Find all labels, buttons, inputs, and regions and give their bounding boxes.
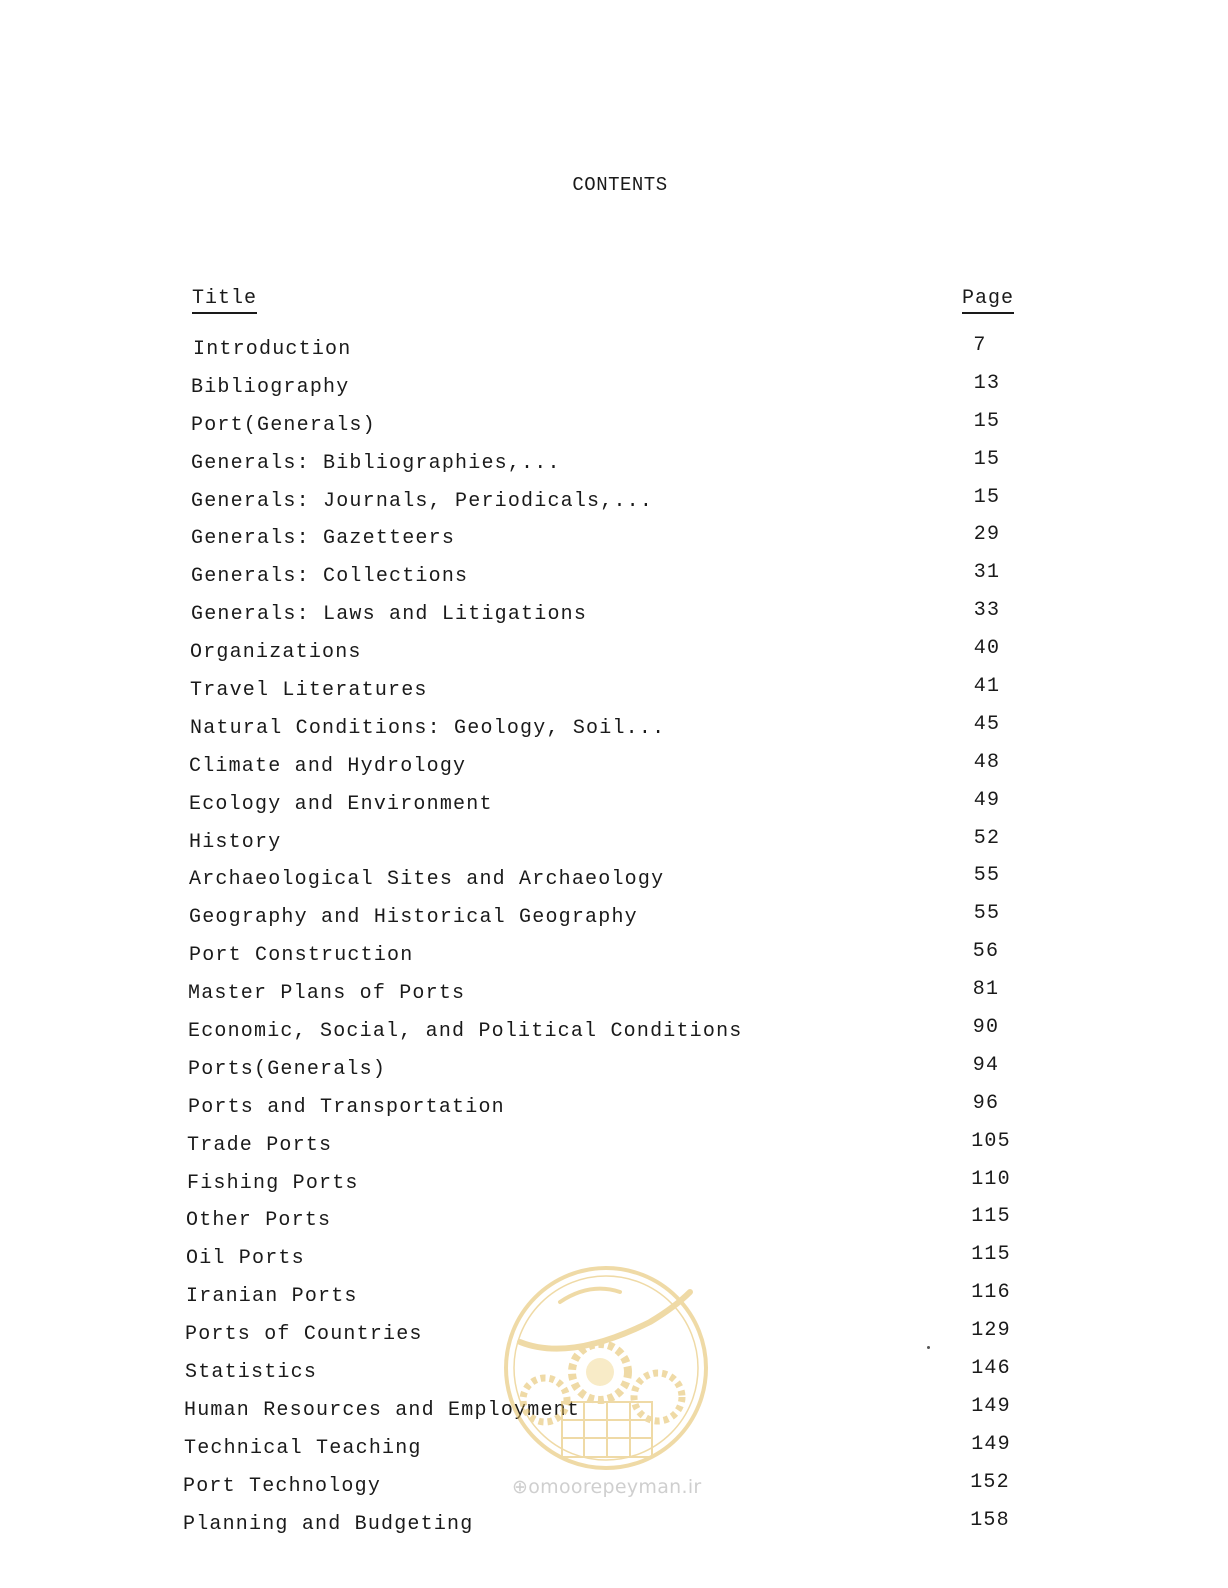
toc-entry-title: History	[189, 830, 282, 854]
toc-entry	[0, 411, 1228, 449]
toc-entry	[0, 941, 1228, 979]
toc-entry-title: Iranian Ports	[186, 1285, 358, 1309]
toc-entry-page-number: 15	[973, 447, 1001, 471]
toc-entry-title: Technical Teaching	[184, 1436, 422, 1460]
toc-entry	[0, 335, 1228, 373]
toc-entry	[0, 487, 1228, 525]
toc-entry-title: Natural Conditions: Geology, Soil...	[190, 716, 666, 740]
toc-entry-title: Economic, Social, and Political Conditions	[188, 1020, 743, 1044]
page-heading: CONTENTS	[572, 174, 668, 196]
toc-entry-title: Human Resources and Employment	[184, 1398, 581, 1422]
toc-entry-page-number: 81	[972, 978, 1000, 1002]
toc-entry-page-number: 146	[971, 1357, 1011, 1381]
toc-entry	[0, 638, 1228, 676]
toc-entry-title: Generals: Gazetteers	[191, 527, 456, 551]
toc-entry	[0, 1206, 1228, 1244]
toc-entry-title: Ports of Countries	[185, 1323, 423, 1347]
scan-speck	[927, 1346, 930, 1349]
toc-entry-title: Bibliography	[191, 375, 350, 399]
toc-entry-page-number: 15	[973, 409, 1001, 433]
toc-entry-page-number: 115	[971, 1243, 1011, 1267]
toc-entry-page-number: 52	[973, 826, 1001, 850]
watermark-seal-icon	[500, 1262, 712, 1474]
toc-entry-page-number: 94	[972, 1053, 1000, 1077]
toc-entry	[0, 1093, 1228, 1131]
toc-entry-page-number: 49	[973, 788, 1001, 812]
toc-entry-page-number: 152	[970, 1470, 1010, 1494]
toc-entry-title: Trade Ports	[187, 1133, 333, 1157]
toc-entry	[0, 714, 1228, 752]
toc-entry-page-number: 41	[973, 675, 1001, 699]
toc-entry	[0, 373, 1228, 411]
toc-entry-title: Archaeological Sites and Archaeology	[189, 868, 665, 892]
toc-entry	[0, 865, 1228, 903]
toc-entry-page-number: 110	[971, 1167, 1011, 1191]
watermark-text: ⊕omoorepeyman.ir	[512, 1476, 702, 1498]
toc-entry-title: Generals: Collections	[191, 565, 469, 589]
toc-entry	[0, 828, 1228, 866]
toc-entry-page-number: 105	[971, 1129, 1011, 1153]
toc-entry-page-number: 116	[971, 1281, 1011, 1305]
toc-entry	[0, 979, 1228, 1017]
toc-entry-title: Climate and Hydrology	[189, 754, 467, 778]
toc-entry	[0, 1055, 1228, 1093]
toc-entry-page-number: 158	[970, 1508, 1010, 1532]
toc-entry	[0, 562, 1228, 600]
toc-entry	[0, 524, 1228, 562]
toc-entry-page-number: 33	[973, 599, 1001, 623]
toc-entry-title: Statistics	[185, 1361, 318, 1385]
toc-entry-title: Generals: Journals, Periodicals,...	[191, 489, 654, 513]
toc-entry-page-number: 7	[973, 334, 987, 357]
globe-icon: ⊕	[512, 1476, 529, 1498]
toc-entry-page-number: 29	[973, 523, 1001, 547]
toc-entry-title: Master Plans of Ports	[188, 982, 466, 1006]
toc-entry-page-number: 55	[973, 864, 1001, 888]
toc-entry-title: Port Technology	[183, 1474, 382, 1498]
toc-entry-title: Ecology and Environment	[189, 792, 493, 816]
toc-entry-page-number: 31	[973, 561, 1001, 585]
toc-entry-page-number: 55	[973, 902, 1001, 926]
toc-entry-page-number: 15	[973, 485, 1001, 509]
toc-entry	[0, 676, 1228, 714]
toc-entry	[0, 1017, 1228, 1055]
toc-entry-page-number: 115	[971, 1205, 1011, 1229]
toc-entry-title: Oil Ports	[186, 1247, 305, 1271]
toc-entry-page-number: 149	[971, 1432, 1011, 1456]
toc-entry-title: Port(Generals)	[191, 413, 376, 437]
toc-entry-title: Port Construction	[189, 944, 414, 968]
toc-entry-title: Organizations	[190, 641, 362, 665]
toc-entry-title: Ports(Generals)	[188, 1057, 387, 1081]
toc-entry-title: Introduction	[193, 338, 352, 361]
toc-entry-title: Geography and Historical Geography	[189, 906, 638, 930]
toc-entry	[0, 903, 1228, 941]
toc-entry	[0, 600, 1228, 638]
toc-entry-title: Planning and Budgeting	[183, 1512, 474, 1536]
toc-entry	[0, 752, 1228, 790]
toc-entry-title: Generals: Laws and Litigations	[191, 603, 588, 627]
toc-entry	[0, 449, 1228, 487]
toc-entry-page-number: 149	[971, 1394, 1011, 1418]
toc-entry-page-number: 129	[971, 1319, 1011, 1343]
page-column-header: Page	[962, 288, 1014, 314]
toc-entry-title: Travel Literatures	[190, 679, 428, 703]
toc-entry-page-number: 40	[973, 637, 1001, 661]
title-column-header: Title	[192, 288, 257, 314]
toc-entry-page-number: 90	[972, 1016, 1000, 1040]
toc-entry-title: Generals: Bibliographies,...	[191, 451, 561, 475]
toc-entry	[0, 1131, 1228, 1169]
toc-entry	[0, 1169, 1228, 1207]
toc-entry-title: Other Ports	[186, 1209, 332, 1233]
toc-entry-title: Fishing Ports	[187, 1171, 359, 1195]
toc-entry-page-number: 45	[973, 712, 1001, 736]
toc-entry-title: Ports and Transportation	[188, 1095, 505, 1119]
toc-entry-page-number: 13	[973, 371, 1001, 395]
toc-entry-page-number: 56	[972, 940, 1000, 964]
toc-entry	[0, 1510, 1228, 1548]
toc-entry	[0, 790, 1228, 828]
toc-entry-page-number: 96	[972, 1091, 1000, 1115]
toc-entry-page-number: 48	[973, 750, 1001, 774]
